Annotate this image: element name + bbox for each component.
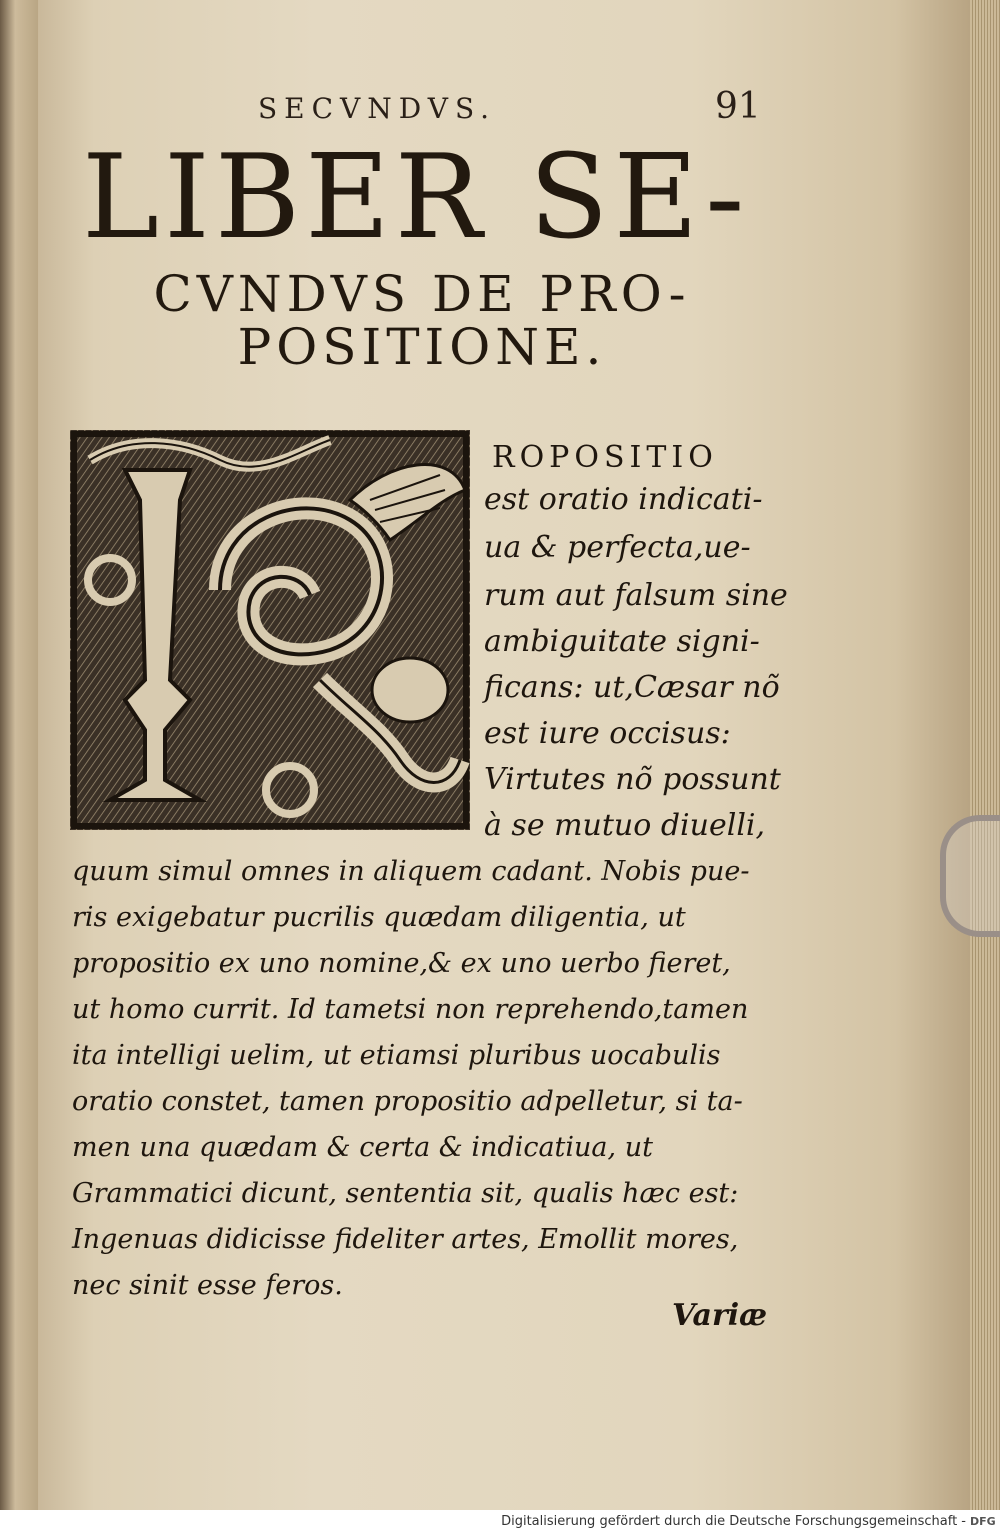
chapter-title-line-3: POSITIONE. [237, 318, 607, 376]
text-line: Virtutes nõ possunt [484, 762, 781, 797]
text-line: ut homo currit. Id tametsi non reprehendo,tamen [72, 994, 749, 1025]
text-line: à se mutuo diuelli, [484, 808, 766, 843]
text-line: ROPOSITIO [492, 440, 718, 475]
chapter-title-line-2: CVNDVS DE PRO- [153, 265, 691, 323]
page-tab-clip [940, 815, 1000, 937]
previous-page-edge [0, 0, 38, 1510]
dfg-logo-icon: DFG [970, 1515, 996, 1528]
text-line: rum aut falsum sine [484, 578, 788, 613]
text-line: oratio constet, tamen propositio adpelletur, si ta- [72, 1086, 743, 1117]
running-head: SECVNDVS. [258, 92, 497, 125]
chapter-title-line-1: LIBER SE- [82, 130, 750, 265]
footer-credit: Digitalisierung gefördert durch die Deutsche Forschungsgemeinschaft - [501, 1514, 966, 1529]
text-line: men una quædam & certa & indicatiua, ut [72, 1132, 653, 1163]
text-line: nec sinit esse feros. [72, 1270, 343, 1301]
text-line: ambiguitate signi- [484, 624, 760, 659]
text-line: ua & perfecta,ue- [484, 530, 751, 565]
text-line: propositio ex uno nomine,& ex uno uerbo fieret, [72, 948, 731, 979]
text-line: est iure occisus: [484, 716, 731, 751]
text-line: ficans: ut,Cæsar nõ [484, 670, 780, 705]
text-line: est oratio indicati- [484, 482, 763, 517]
catchword: Variæ [672, 1298, 768, 1333]
page-number: 91 [715, 86, 761, 127]
page-stack-edge [970, 0, 1000, 1510]
footer-bar [0, 1510, 1000, 1535]
woodcut-initial-p [70, 430, 470, 830]
text-line: ris exigebatur pucrilis quædam diligentia, ut [72, 902, 686, 933]
text-line: Grammatici dicunt, sententia sit, qualis hæc est: [72, 1178, 739, 1209]
text-line: quum simul omnes in aliquem cadant. Nobis pue- [72, 856, 750, 887]
woodcut-initial-illustration [70, 430, 470, 830]
text-line: Ingenuas didicisse fideliter artes, Emollit mores, [72, 1224, 739, 1255]
text-line: ita intelligi uelim, ut etiamsi pluribus uocabulis [72, 1040, 721, 1071]
